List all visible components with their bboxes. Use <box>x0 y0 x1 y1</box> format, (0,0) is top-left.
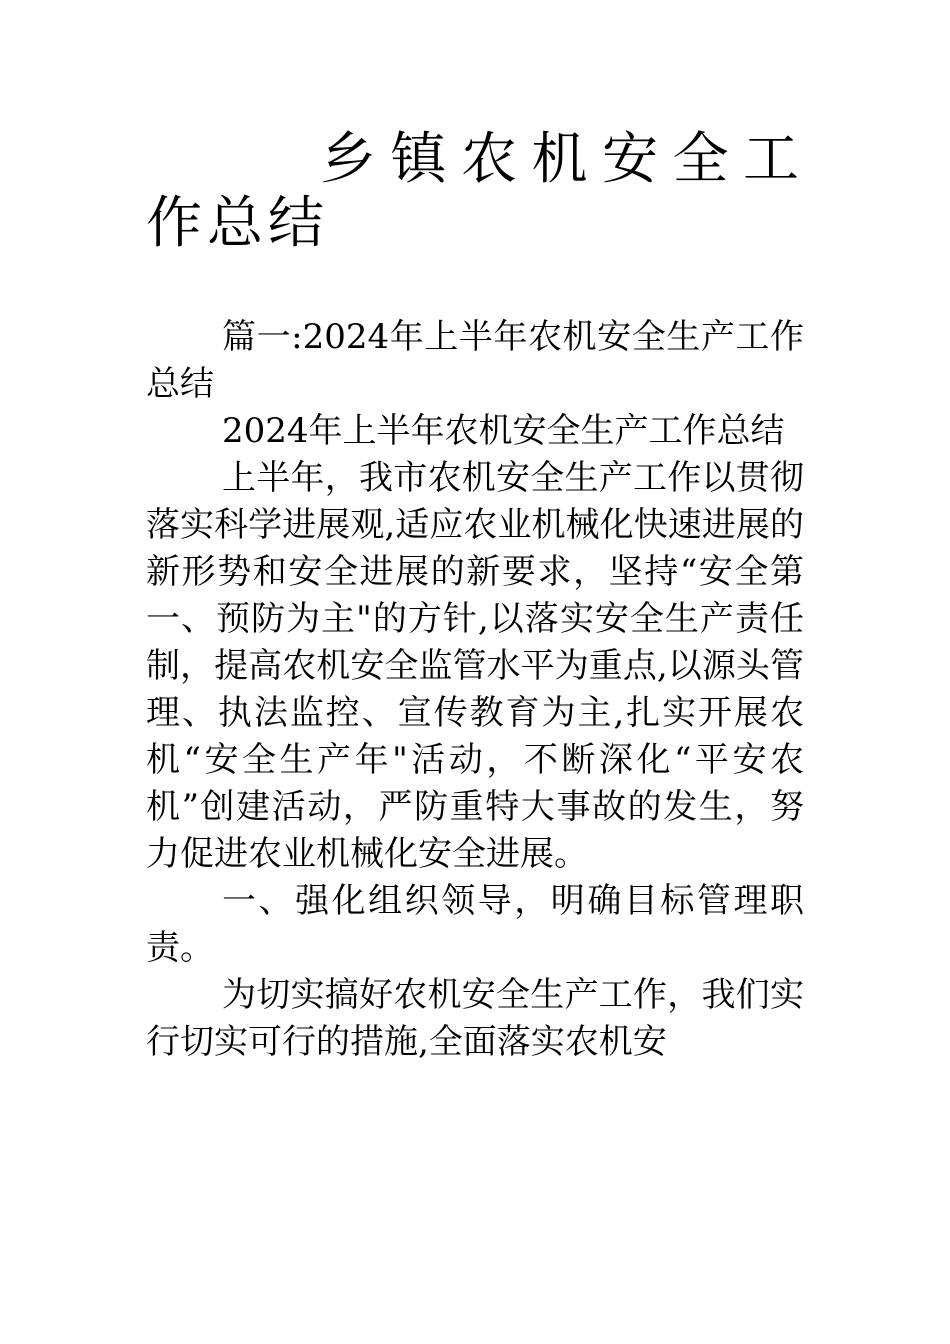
document-page <box>146 128 804 1066</box>
body-paragraph: 上半年，我市农机安全生产工作以贯彻落实科学进展观,适应农业机械化快速进展的新形势和安全进展的新要求，坚持“安全第一、预防为主"的方针,以落实安全生产责任制，提高农机安全监管水平为重点,以源头管理、执法监控、宣传教育为主,扎实开展农机“安全生产年"活动，不断深化“平安农机”创建活动，严防重特大事故的发生，努力促进农业机械化安全进展。 <box>146 458 804 874</box>
subtitle-paragraph: 2024年上半年农机安全生产工作总结 <box>222 411 785 451</box>
section-heading-one: 一、强化组织领导，明确目标管理职责。 <box>146 881 804 968</box>
body-paragraph: 为切实搞好农机安全生产工作，我们实行切实可行的措施,全面落实农机安 <box>146 975 804 1062</box>
document-title: 乡镇农机安全工作总结 <box>146 127 804 256</box>
section-heading: 篇一:2024年上半年农机安全生产工作总结 <box>146 317 804 404</box>
